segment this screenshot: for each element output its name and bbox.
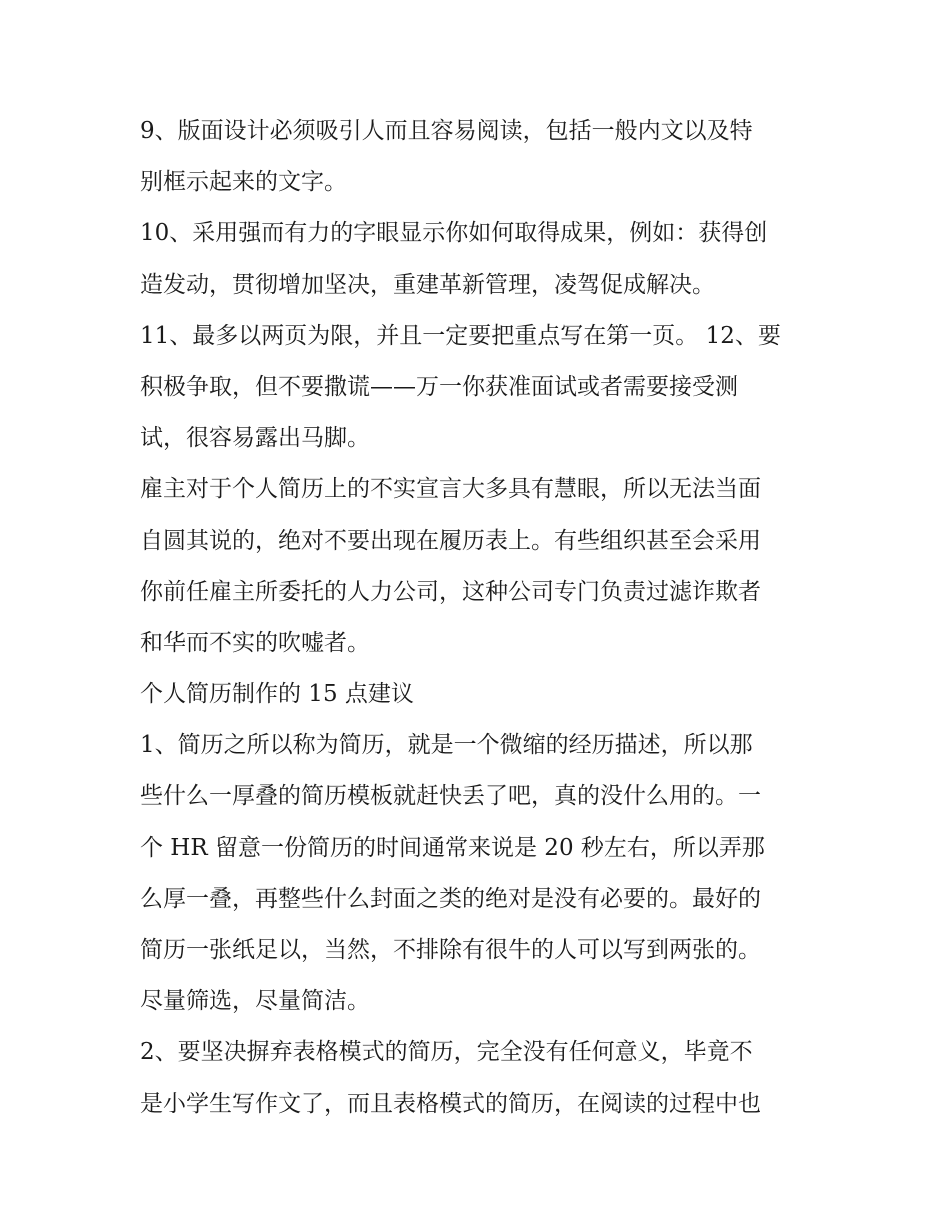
text-line: 你前任雇主所委托的人力公司，这种公司专门负责过滤诈欺者 (140, 578, 761, 605)
text-line: 2、要坚决摒弃表格模式的简历，完全没有任何意义，毕竟不 (140, 1039, 753, 1066)
text-line: 试，很容易露出马脚。 (140, 425, 370, 452)
text-line: 别框示起来的文字。 (140, 169, 347, 196)
text-line: 尽量筛选，尽量简洁。 (140, 988, 370, 1015)
text-line: 造发动，贯彻增加坚决，重建革新管理，凌驾促成解决。 (140, 271, 715, 298)
document-body (140, 106, 820, 1130)
text-line: 10、采用强而有力的字眼显示你如何取得成果，例如：获得创 (140, 220, 768, 247)
text-line: 是小学生写作文了，而且表格模式的简历，在阅读的过程中也 (140, 1090, 761, 1117)
text-line: 1、简历之所以称为简历，就是一个微缩的经历描述，所以那 (140, 732, 753, 759)
text-line: 简历一张纸足以，当然，不排除有很牛的人可以写到两张的。 (140, 937, 761, 963)
text-line: 些什么一厚叠的简历模板就赶快丢了吧，真的没什么用的。一 (140, 783, 761, 810)
section-heading: 个人简历制作的 15 点建议 (140, 681, 414, 708)
text-line: 和华而不实的吹嘘者。 (140, 629, 370, 656)
text-line: 积极争取，但不要撒谎——万一你获准面试或者需要接受测 (140, 373, 738, 400)
text-line: 么厚一叠，再整些什么封面之类的绝对是没有必要的。最好的 (140, 885, 761, 912)
text-line: 9、版面设计必须吸引人而且容易阅读，包括一般内文以及特 (140, 118, 753, 144)
text-line: 个 HR 留意一份简历的时间通常来说是 20 秒左右，所以弄那 (140, 834, 765, 861)
text-line: 雇主对于个人简历上的不实宣言大多具有慧眼，所以无法当面 (140, 476, 761, 503)
text-line: 11、最多以两页为限，并且一定要把重点写在第一页。 12、要 (140, 322, 781, 349)
text-line: 自圆其说的，绝对不要出现在履历表上。有些组织甚至会采用 (140, 527, 761, 554)
